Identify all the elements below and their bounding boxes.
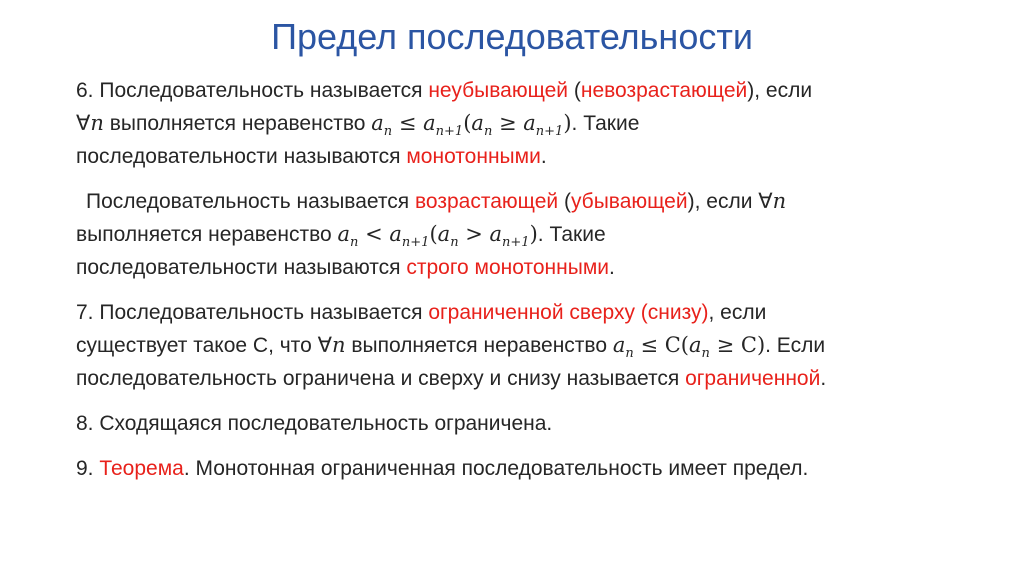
text: 6. Последовательность называется bbox=[76, 79, 429, 102]
forall-symbol: ∀ bbox=[76, 112, 91, 135]
text: . Такие bbox=[571, 112, 640, 135]
forall-symbol: ∀ bbox=[317, 334, 332, 357]
text: . Монотонная ограниченная последовательность имеет предел. bbox=[183, 457, 809, 480]
text: ( bbox=[558, 190, 571, 213]
slide-title: Предел последовательности bbox=[271, 16, 753, 57]
math-formula: $a_n \le a_{n+1}(a_n \ge a_{n+1})$ bbox=[371, 111, 572, 139]
math-var: n bbox=[772, 189, 787, 213]
math-formula: $a_n < a_{n+1}(a_n > a_{n+1})$ bbox=[337, 222, 538, 250]
text: 8. Сходящаяся последовательность ограничена. bbox=[76, 412, 553, 435]
paragraph-bounded bbox=[76, 296, 1006, 395]
slide-content bbox=[76, 74, 1006, 497]
text: , если bbox=[708, 301, 767, 324]
text: выполняется неравенство bbox=[103, 112, 372, 135]
text: выполняется неравенство bbox=[76, 223, 338, 246]
paragraph-monotonic bbox=[76, 74, 1006, 173]
text: ), если bbox=[747, 79, 813, 102]
highlight-term: Теорема bbox=[99, 457, 184, 480]
highlight-term: строго монотонными bbox=[406, 256, 609, 279]
text: 7. Последовательность называется bbox=[76, 301, 429, 324]
paragraph-theorem bbox=[76, 452, 1006, 485]
math-var: n bbox=[331, 333, 346, 357]
text: . Если bbox=[765, 334, 826, 357]
text: существует такое С, что bbox=[76, 334, 318, 357]
text: . bbox=[609, 256, 615, 279]
paragraph-strict-monotonic bbox=[76, 185, 1006, 284]
paragraph-convergent bbox=[76, 407, 1006, 440]
text: последовательности называются bbox=[76, 145, 407, 168]
text: последовательность ограничена и сверху и снизу называется bbox=[76, 367, 686, 390]
text: . Такие bbox=[537, 223, 606, 246]
text: выполняется неравенство bbox=[345, 334, 613, 357]
highlight-term: монотонными bbox=[406, 145, 541, 168]
forall-symbol: ∀ bbox=[758, 190, 773, 213]
text: ), если bbox=[687, 190, 759, 213]
text: Последовательность называется bbox=[86, 190, 415, 213]
highlight-term: убывающей bbox=[570, 190, 688, 213]
highlight-term: возрастающей bbox=[414, 190, 559, 213]
text: ( bbox=[568, 79, 581, 102]
highlight-term: неубывающей bbox=[428, 79, 569, 102]
highlight-term: невозрастающей bbox=[580, 79, 748, 102]
highlight-term: ограниченной bbox=[685, 367, 821, 390]
math-var: n bbox=[90, 111, 104, 135]
math-formula: $a_n \le C(a_n \ge C)$ bbox=[612, 333, 766, 361]
highlight-term: ограниченной сверху (снизу) bbox=[428, 301, 709, 324]
text: 9. bbox=[76, 457, 100, 480]
text: последовательности называются bbox=[76, 256, 407, 279]
text: . bbox=[820, 367, 827, 390]
text: . bbox=[540, 145, 547, 168]
